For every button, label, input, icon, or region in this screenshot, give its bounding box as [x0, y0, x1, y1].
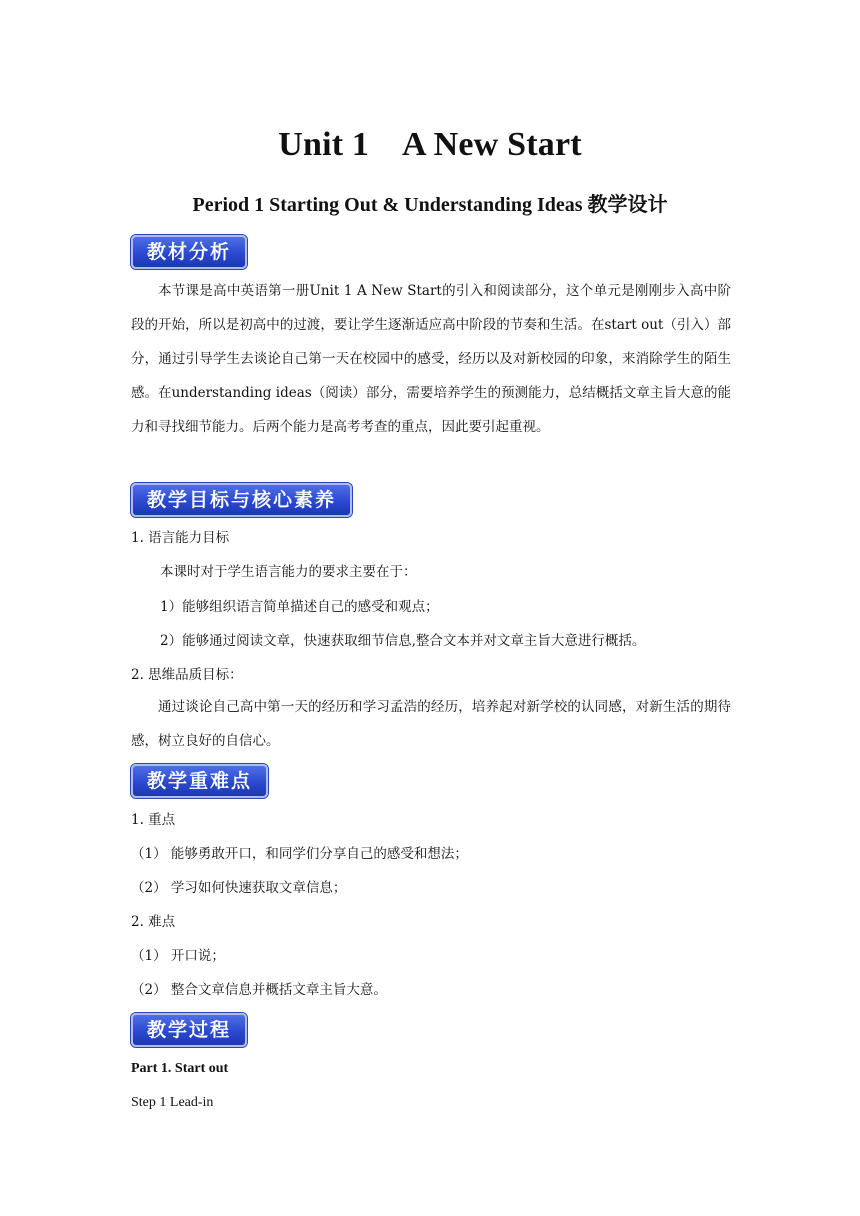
process-step-1: Step 1 Lead-in: [131, 1095, 214, 1110]
section-badge-keypoints: 教学重难点: [131, 764, 268, 798]
difficulty-item-1: （1） 开口说；: [131, 948, 225, 964]
section-badge-goals: 教学目标与核心素养: [131, 483, 352, 517]
section-badge-analysis: 教材分析: [131, 235, 247, 269]
difficulty-item-2: （2） 整合文章信息并概括文章主旨大意。: [131, 982, 387, 998]
goal-item-1-b: 2）能够通过阅读文章，快速获取细节信息,整合文本并对文章主旨大意进行概括。: [160, 633, 646, 649]
goal-item-1-a: 1）能够组织语言简单描述自己的感受和观点；: [160, 599, 439, 615]
keypoint-item-2: （2） 学习如何快速获取文章信息；: [131, 880, 347, 896]
process-part-1: Part 1. Start out: [131, 1061, 229, 1076]
keypoint-heading: 1. 重点: [131, 812, 176, 828]
goal-item-1-intro: 本课时对于学生语言能力的要求主要在于：: [160, 564, 417, 580]
page-subtitle: Period 1 Starting Out & Understanding Ideas 教学设计: [192, 194, 668, 216]
keypoint-item-1: （1） 能够勇敢开口，和同学们分享自己的感受和想法；: [131, 846, 468, 862]
goal-item-2-text: 通过谈论自己高中第一天的经历和学习孟浩的经历，培养起对新学校的认同感，对新生活的期待感，树立良好的自信心。: [131, 699, 731, 749]
analysis-paragraph: 本节课是高中英语第一册Unit 1 A New Start的引入和阅读部分，这个单元是刚刚步入高中阶段的开始，所以是初高中的过渡，要让学生逐渐适应高中阶段的节奏和生活。在start out（引入）部分，通过引导学生去谈论自己第一天在校园中的感受，经历以及对新校园的印象，来消除学生的陌生感。在understanding ideas（阅读）部分，需要培养学生的预测能力，总结概括文章主旨大意的能力和寻找细节能力。后两个能力是高考考查的重点，因此要引起重视。: [131, 283, 731, 435]
goal-item-2: 2. 思维品质目标：: [131, 667, 243, 683]
goal-item-1: 1. 语言能力目标: [131, 530, 230, 546]
difficulty-heading: 2. 难点: [131, 914, 176, 930]
section-badge-process: 教学过程: [131, 1013, 247, 1047]
page-title: Unit 1 A New Start: [278, 126, 582, 163]
